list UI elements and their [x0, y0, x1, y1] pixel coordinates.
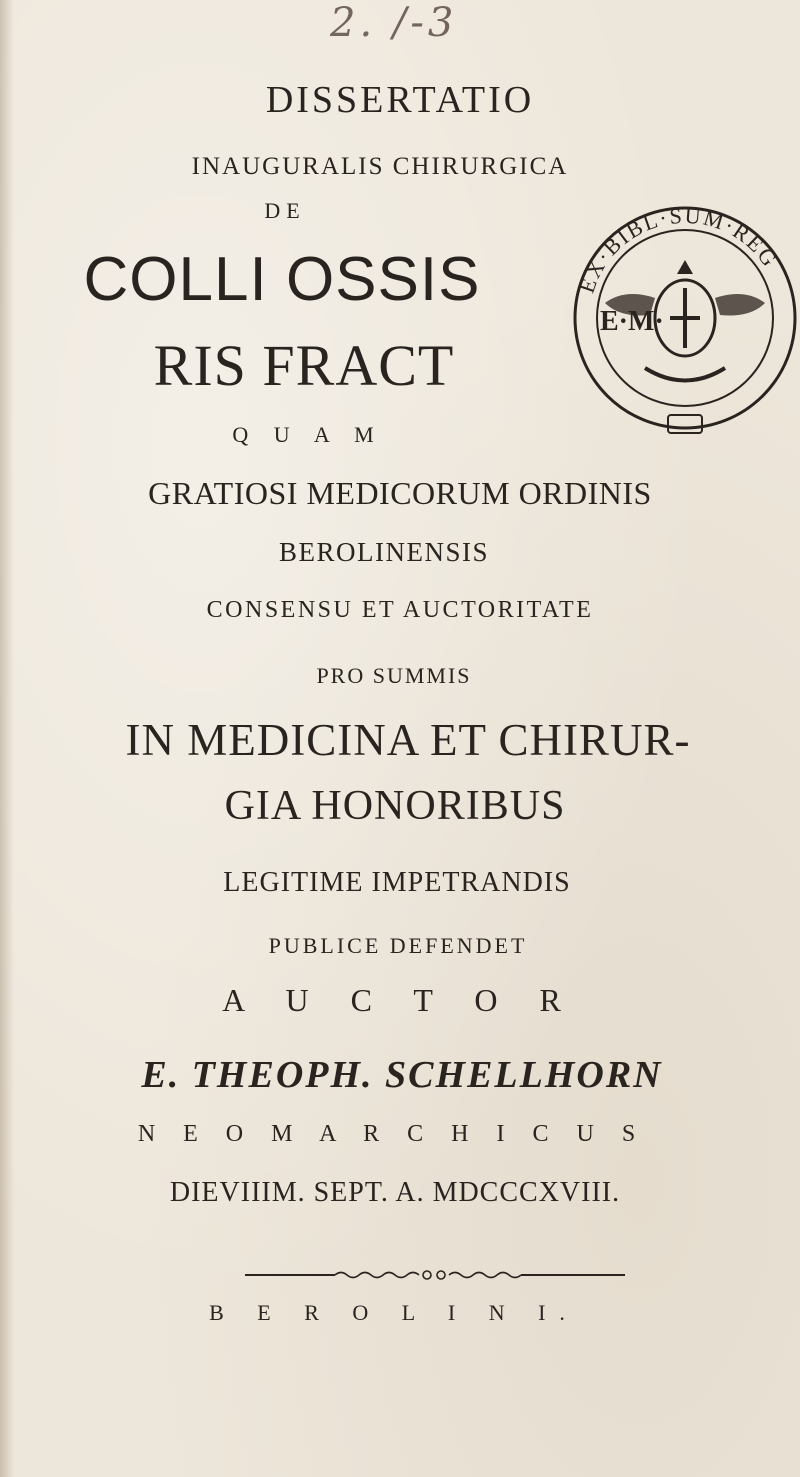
auctor-label: A U C T O R: [222, 982, 578, 1018]
author-origin: N E O M A R C H I C U S: [137, 1121, 647, 1147]
svg-text:E·M·: E·M·: [600, 306, 664, 337]
authority-berolinensis: BEROLINENSIS: [278, 537, 489, 567]
title-de: DE: [264, 198, 306, 223]
imprint-berolini: B E R O L I N I.: [209, 1300, 579, 1325]
title-dissertatio: DISSERTATIO: [265, 79, 535, 121]
authority-gratiosi: GRATIOSI MEDICORUM ORDINIS: [148, 475, 652, 511]
title-inauguralis: INAUGURALIS CHIRURGICA: [191, 153, 569, 180]
authority-pro-summis: PRO SUMMIS: [316, 663, 472, 688]
title-ris-fract: RIS FRACT: [153, 333, 455, 398]
author-name: E. THEOPH. SCHELLHORN: [141, 1054, 663, 1096]
authority-medicina: IN MEDICINA ET CHIRUR-: [125, 715, 691, 765]
authority-honoribus: GIA HONORIBUS: [224, 783, 566, 829]
authority-publice: PUBLICE DEFENDET: [268, 933, 528, 958]
svg-text:EX·BIBL·SUM·REG: EX·BIBL·SUM·REG: [573, 202, 784, 296]
authority-legitime: LEGITIME IMPETRANDIS: [223, 867, 571, 898]
defense-date: DIEVIIIM. SEPT. A. MDCCCXVIII.: [169, 1177, 621, 1208]
title-quam: Q U A M: [232, 422, 384, 447]
authority-consensu: CONSENSU ET AUCTORITATE: [206, 597, 594, 623]
handwritten-shelf-mark: 2. /-3: [330, 0, 458, 46]
ornamental-rule: [245, 1268, 625, 1282]
library-stamp: [560, 168, 800, 503]
title-colli-ossis: COLLI OSSIS: [83, 245, 481, 314]
